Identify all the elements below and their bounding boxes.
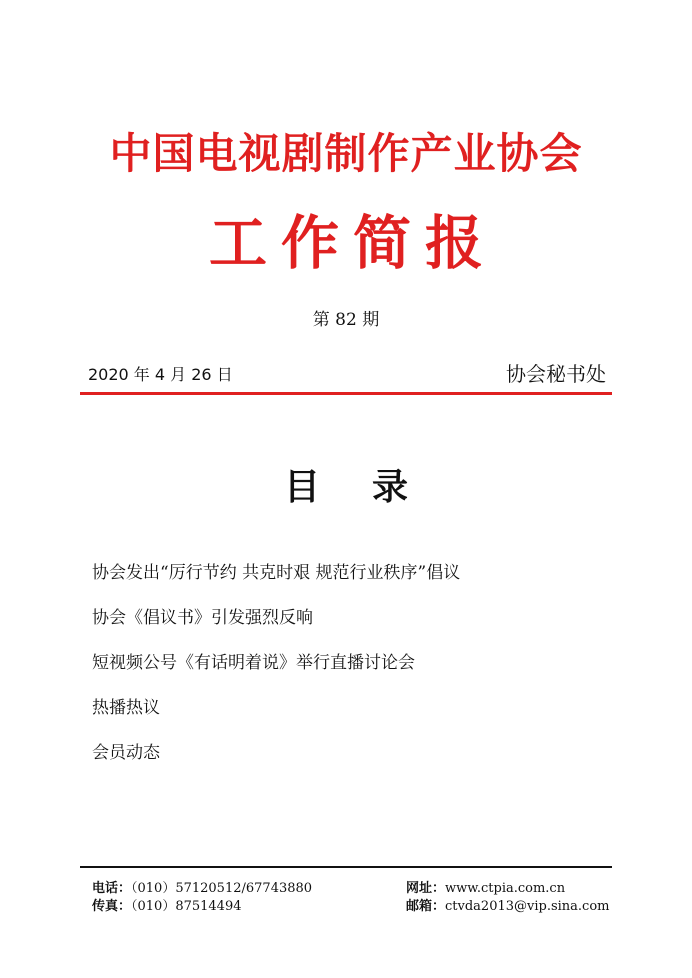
fax-value: （010）87514494: [131, 899, 242, 914]
footer-divider: [80, 866, 612, 868]
toc-item[interactable]: 热播热议: [92, 698, 160, 718]
toc-heading-char-1: 目: [283, 466, 320, 508]
website-label: 网址：: [406, 881, 446, 896]
toc-item[interactable]: 会员动态: [92, 743, 160, 763]
toc-item[interactable]: 短视频公号《有话明着说》举行直播讨论会: [92, 653, 415, 673]
header-divider: [80, 392, 612, 395]
toc-heading-char-2: 录: [372, 466, 409, 508]
organization-title: 中国电视剧制作产业协会: [109, 129, 583, 178]
toc-heading: [0, 464, 692, 510]
phone-value: （010）57120512/67743880: [131, 881, 313, 896]
issuer: 协会秘书处: [506, 362, 606, 386]
contact-website: [406, 880, 565, 898]
email-label: 邮箱：: [406, 899, 446, 914]
contact-email: [406, 898, 610, 916]
website-link[interactable]: www.ctpia.com.cn: [445, 881, 566, 896]
toc-list: [92, 562, 612, 787]
email-link[interactable]: ctvda2013@vip.sina.com: [445, 899, 610, 914]
toc-item[interactable]: 协会《倡议书》引发强烈反响: [92, 608, 313, 628]
fax-label: 传真：: [92, 899, 132, 914]
contact-fax: [92, 898, 242, 916]
issue-date: 2020 年 4 月 26 日: [88, 365, 233, 384]
issue-number: 第 82 期: [312, 310, 380, 330]
bulletin-title: 工作简报: [208, 209, 497, 277]
phone-label: 电话：: [92, 881, 132, 896]
meta-row: [80, 361, 612, 389]
toc-item[interactable]: 协会发出“厉行节约 共克时艰 规范行业秩序”倡议: [92, 563, 461, 583]
contact-phone: [92, 880, 312, 898]
